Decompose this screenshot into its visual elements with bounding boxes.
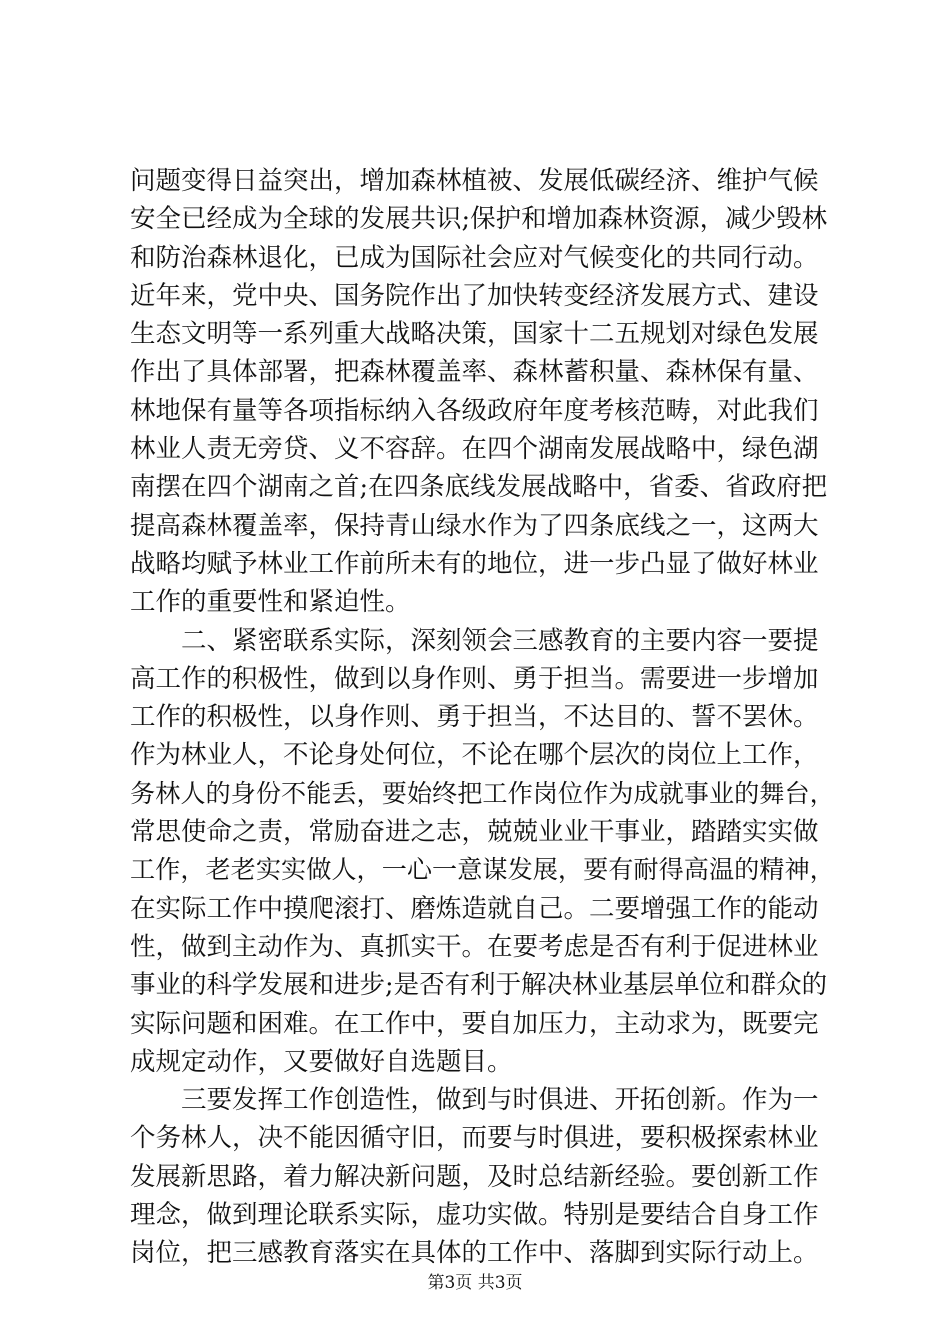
text-line: 常思使命之责，常励奋进之志，兢兢业业干事业，踏踏实实做 bbox=[130, 817, 819, 848]
text-line: 安全已经成为全球的发展共识;保护和增加森林资源，减少毁林 bbox=[130, 204, 828, 235]
text-line: 高工作的积极性，做到以身作则、勇于担当。需要进一步增加 bbox=[130, 663, 819, 694]
text-line: 作为林业人，不论身处何位，不论在哪个层次的岗位上工作， bbox=[130, 740, 819, 771]
text-line: 提高森林覆盖率，保持青山绿水作为了四条底线之一，这两大 bbox=[130, 510, 819, 541]
text-line: 战略均赋予林业工作前所未有的地位，进一步凸显了做好林业 bbox=[130, 548, 819, 579]
text-line: 二、紧密联系实际，深刻领会三感教育的主要内容一要提 bbox=[130, 625, 819, 656]
text-line: 务林人的身份不能丢，要始终把工作岗位作为成就事业的舞台， bbox=[130, 778, 835, 808]
text-line: 岗位，把三感教育落实在具体的工作中、落脚到实际行动上。 bbox=[130, 1238, 819, 1269]
text-line: 成规定动作，又要做好自选题目。 bbox=[130, 1046, 513, 1077]
text-line: 发展新思路，着力解决新问题，及时总结新经验。要创新工作 bbox=[130, 1161, 819, 1192]
text-line: 三要发挥工作创造性，做到与时俱进、开拓创新。作为一 bbox=[130, 1085, 819, 1116]
text-line: 在实际工作中摸爬滚打、磨炼造就自己。二要增强工作的能动 bbox=[130, 893, 819, 924]
text-line: 南摆在四个湖南之首;在四条底线发展战略中，省委、省政府把 bbox=[130, 472, 828, 503]
text-line: 和防治森林退化，已成为国际社会应对气候变化的共同行动。 bbox=[130, 242, 819, 273]
text-line: 林地保有量等各项指标纳入各级政府年度考核范畴，对此我们 bbox=[130, 395, 819, 426]
page-footer: 第3页 共3页 bbox=[427, 1273, 523, 1293]
text-line: 个务林人，决不能因循守旧，而要与时俱进，要积极探索林业 bbox=[130, 1123, 819, 1154]
text-line: 问题变得日益突出，增加森林植被、发展低碳经济、维护气候 bbox=[130, 166, 819, 196]
text-line: 工作，老老实实做人，一心一意谋发展，要有耐得高温的精神， bbox=[130, 855, 835, 885]
text-line: 理念，做到理论联系实际，虚功实做。特别是要结合自身工作 bbox=[130, 1200, 819, 1231]
text-line: 作出了具体部署，把森林覆盖率、森林蓄积量、森林保有量、 bbox=[130, 357, 819, 388]
text-line: 近年来，党中央、国务院作出了加快转变经济发展方式、建设 bbox=[130, 280, 819, 311]
text-line: 生态文明等一系列重大战略决策，国家十二五规划对绿色发展 bbox=[130, 319, 819, 350]
text-line: 工作的积极性，以身作则、勇于担当，不达目的、誓不罢休。 bbox=[130, 702, 819, 733]
text-line: 事业的科学发展和进步;是否有利于解决林业基层单位和群众的 bbox=[130, 970, 828, 1001]
document-body bbox=[130, 162, 835, 1273]
text-line: 林业人责无旁贷、义不容辞。在四个湖南发展战略中，绿色湖 bbox=[130, 434, 819, 465]
text-line: 性，做到主动作为、真抓实干。在要考虑是否有利于促进林业 bbox=[130, 931, 819, 962]
text-line: 实际问题和困难。在工作中，要自加压力，主动求为，既要完 bbox=[130, 1008, 819, 1039]
text-line: 工作的重要性和紧迫性。 bbox=[130, 587, 411, 618]
